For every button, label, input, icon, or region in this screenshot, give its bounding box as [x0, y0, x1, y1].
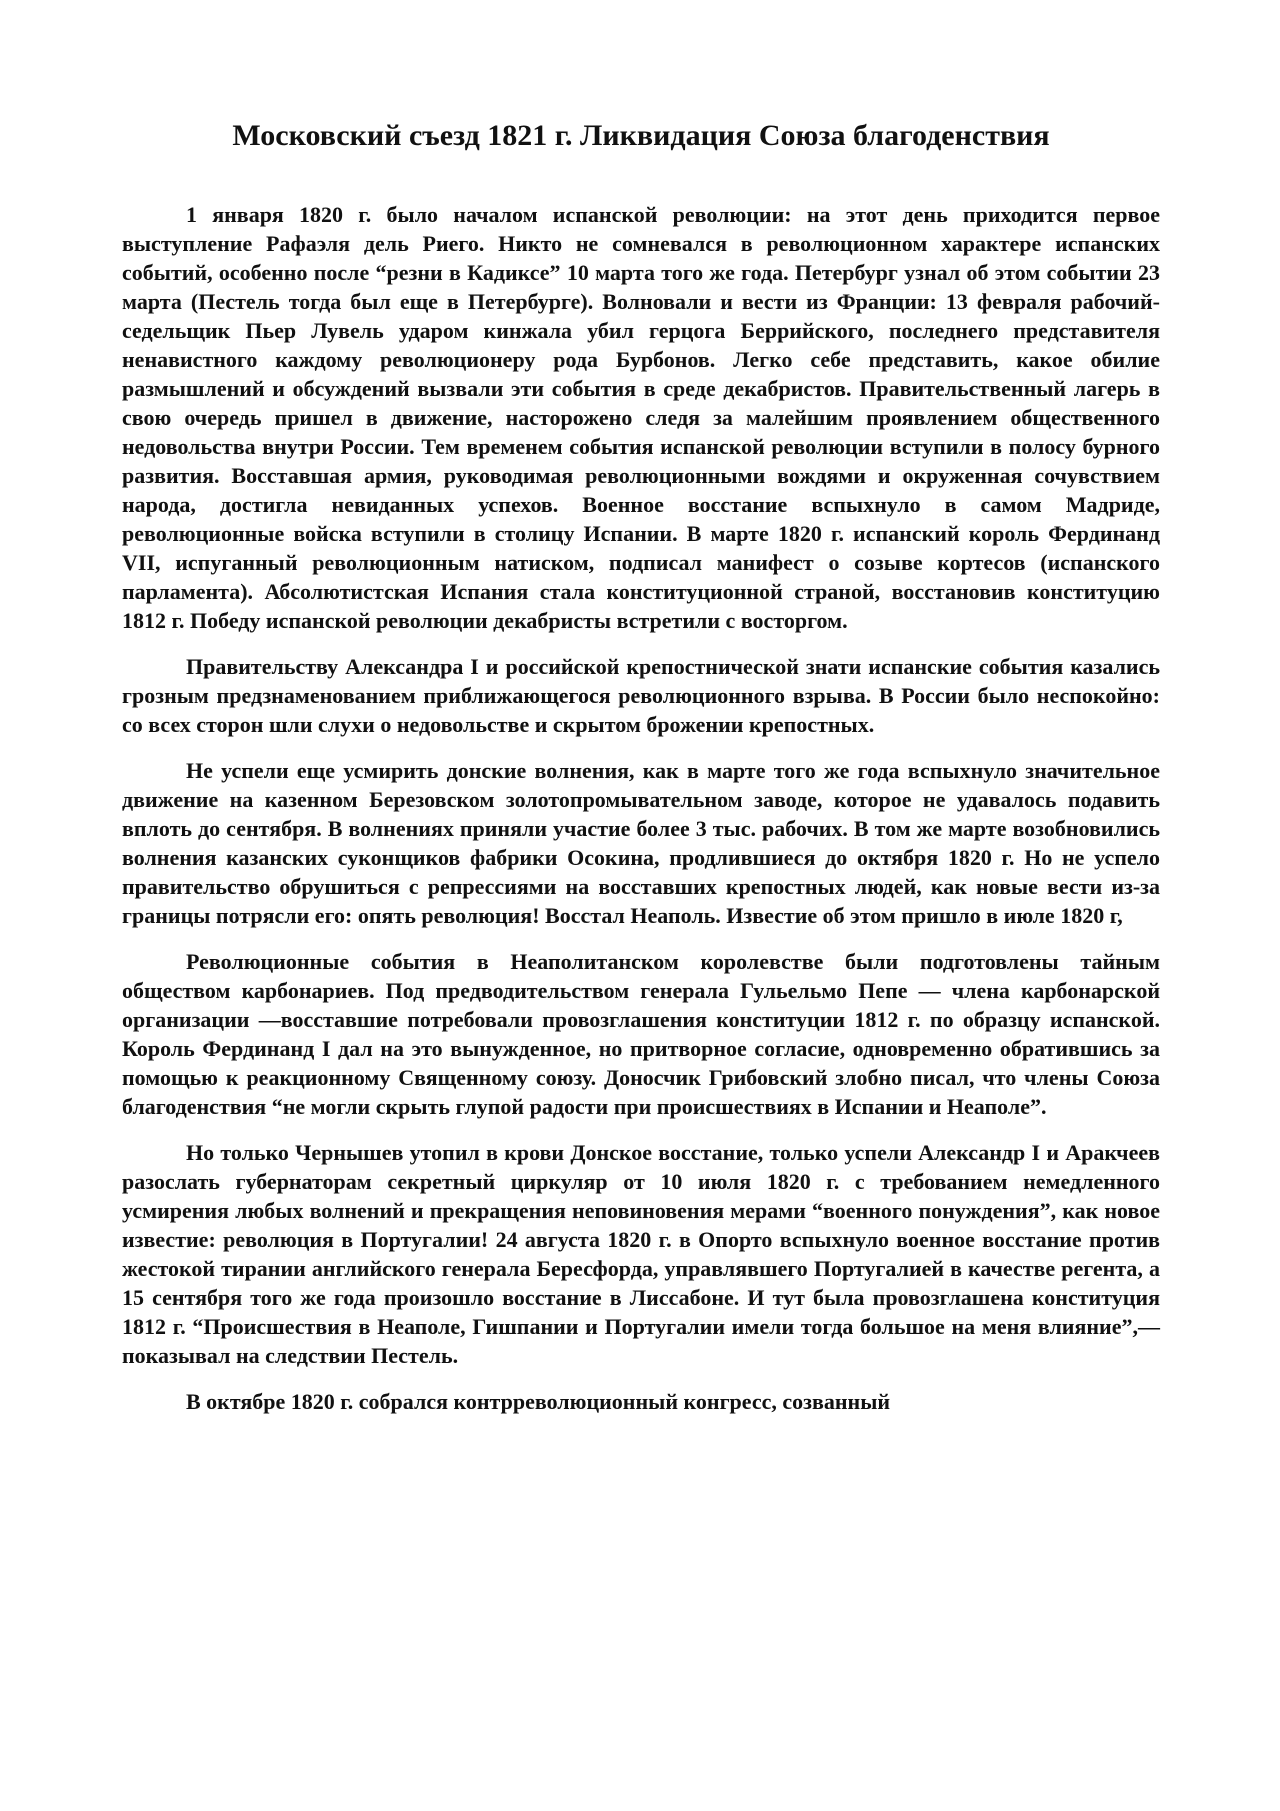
document-page: [122, 118, 1160, 1433]
document-title: Московский съезд 1821 г. Ликвидация Союза благоденствия: [232, 119, 1050, 152]
paragraph-congress: В октябре 1820 г. собрался контрреволюционный конгресс, созванный: [186, 1389, 891, 1414]
paragraph-government-fear: Правительству Александра I и российской крепостнической знати испанские события казались грозным предзнаменованием приближающегося революционного взрыва. В России было неспокойно: со всех сторон шли слухи о недовольстве и скрытом брожении крепостных.: [122, 654, 1160, 737]
paragraph-naples-revolution: Революционные события в Неаполитанском королевстве были подготовлены тайным обществом карбонариев. Под предводительством генерала Гульельмо Пепе — члена карбонарской организации —восставшие потребовали провозглашения конституции 1812 г. по образцу испанской. Король Фердинанд I дал на это вынужденное, но притворное согласие, одновременно обратившись за помощью к реакционному Священному союзу. Доносчик Грибовский злобно писал, что члены Союза благоденствия “не могли скрыть глупой радости при происшествиях в Испании и Неаполе”.: [122, 949, 1160, 1119]
paragraph-spain-revolution: 1 января 1820 г. было началом испанской революции: на этот день приходится первое выступление Рафаэля дель Риего. Никто не сомневался в революционном характере испанских событий, особенно после “резни в Кадиксе” 10 марта того же года. Петербург узнал об этом событии 23 марта (Пестель тогда был еще в Петербурге). Волновали и вести из Франции: 13 февраля рабочий-седельщик Пьер Лувель ударом кинжала убил герцога Беррийского, последнего представителя ненавистного каждому революционеру рода Бурбонов. Легко себе представить, какое обилие размышлений и обсуждений вызвали эти события в среде декабристов. Правительственный лагерь в свою очередь пришел в движение, насторожено следя за малейшим проявлением общественного недовольства внутри России. Тем временем события испанской революции вступили в полосу бурного развития. Восставшая армия, руководимая революционными вождями и окруженная сочувствием народа, достигла невиданных успехов. Военное восстание вспыхнуло в самом Мадриде, революционные войска вступили в столицу Испании. В марте 1820 г. испанский король Фердинанд VII, испуганный революционным натиском, подписал манифест о созыве кортесов (испанского парламента). Абсолютистская Испания стала конституционной страной, восстановив конституцию 1812 г. Победу испанской революции декабристы встретили с восторгом.: [122, 202, 1160, 633]
paragraph-domestic-unrest: Не успели еще усмирить донские волнения, как в марте того же года вспыхнуло значительное движение на казенном Березовском золотопромывательном заводе, которое не удавалось подавить вплоть до сентября. В волнениях приняли участие более 3 тыс. рабочих. В том же марте возобновились волнения казанских суконщиков фабрики Осокина, продлившиеся до октября 1820 г. Но не успело правительство обрушиться с репрессиями на восставших крепостных людей, как новые вести из-за границы потрясли его: опять революция! Восстал Неаполь. Известие об этом пришло в июле 1820 г,: [122, 758, 1160, 928]
paragraph-portugal-revolution: Но только Чернышев утопил в крови Донское восстание, только успели Александр I и Аракчеев разослать губернаторам секретный циркуляр от 10 июля 1820 г. с требованием немедленного усмирения любых волнений и прекращения неповиновения мерами “военного понуждения”, как новое известие: революция в Португалии! 24 августа 1820 г. в Опорто вспыхнуло военное восстание против жестокой тирании английского генерала Бересфорда, управлявшего Португалией в качестве регента, а 15 сентября того же года произошло восстание в Лиссабоне. И тут была провозглашена конституция 1812 г. “Происшествия в Неаполе, Гишпании и Португалии имели тогда большое на меня влияние”,— показывал на следствии Пестель.: [122, 1140, 1160, 1368]
